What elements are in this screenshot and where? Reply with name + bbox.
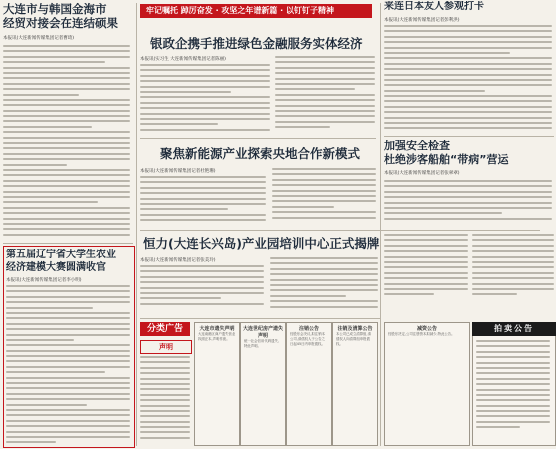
auction-title: 拍卖公告 <box>494 324 534 333</box>
auction-header <box>472 322 556 336</box>
article-lead: 本报讯(大连新闻传媒集团记者李小明) <box>6 278 82 283</box>
article-title-energy: 聚焦新能源产业探索央地合作新模式 <box>160 146 361 161</box>
ad-cell <box>286 322 332 446</box>
article-body-bank-right <box>275 56 375 136</box>
article-title-training: 恒力(大连长兴岛)产业园培训中心正式揭牌 <box>143 236 380 251</box>
article-title-bank: 银政企携手推进绿色金融服务实体经济 <box>150 36 363 51</box>
ad-text: 经股东会决议,拟注销本公司,请债权人于公告之日起45日内申报债权。 <box>290 332 325 346</box>
article-subtitle: 杜绝涉客船舶“带病”营运 <box>384 152 509 166</box>
article-body <box>384 180 552 228</box>
article-lead-energy: 本报讯(大连新闻传媒集团记者杜艳珊) <box>140 169 216 174</box>
divider <box>140 318 380 319</box>
article-subtitle: 经贸对接会在连结硕果 <box>3 16 118 31</box>
article-body-training-left <box>140 265 264 317</box>
divider <box>140 138 376 139</box>
ad-title: 注销公告 <box>298 326 319 332</box>
article-title: 加强安全检查 <box>384 140 450 152</box>
banner-text: 牢记嘱托 踔厉奋发 · 攻坚之年谱新篇 · 以钉钉子精神 <box>146 6 335 15</box>
column-divider <box>380 3 381 446</box>
ad-text: 经股东决定,公司注册资本拟减少,特此公告。 <box>388 332 455 336</box>
ad-title: 减资公告 <box>416 326 437 332</box>
article-body <box>3 45 130 241</box>
article-right-top <box>384 1 554 134</box>
article-body <box>6 285 130 443</box>
article-lead-training: 本报讯(大连新闻传媒集团记者张美玲) <box>140 258 216 263</box>
classified-title: 分类广告 <box>146 324 183 334</box>
ad-cell <box>240 322 286 446</box>
ad-title: 大连世纪房产遗失声明 <box>242 326 283 339</box>
classified-header <box>140 322 190 336</box>
ad-text: 统一社会信用代码遗失,特此声明。 <box>244 339 279 348</box>
article-body-bank-left <box>140 64 270 136</box>
divider <box>3 243 133 244</box>
article-lead: 本报讯(大连新闻传媒集团记者张翠翠) <box>384 171 460 177</box>
classified-body <box>140 356 190 444</box>
article-title: 大连市与韩国金海市 <box>3 2 107 16</box>
ad-cell <box>384 322 470 446</box>
ad-text: 大连南港区商户遗失营业执照正本,声明作废。 <box>198 332 236 341</box>
article-title: 来连日本友人参观打卡 <box>384 1 484 12</box>
article-lead: 本报讯(大连新闻传媒集团记者曹琦) <box>3 36 75 42</box>
divider <box>384 136 554 137</box>
article-body-energy-left <box>140 176 266 228</box>
article-subtitle: 经济建模大赛圆满收官 <box>6 261 106 273</box>
article-body <box>384 25 552 134</box>
ad-cell <box>194 322 240 446</box>
article-lead-bank: 本报讯(实习生 大连新闻传媒集团记者陈丽) <box>140 57 226 62</box>
ad-title: 注销及清算公告 <box>337 326 373 332</box>
ad-title: 大连市遗失声明 <box>199 326 235 332</box>
auction-body <box>476 340 550 440</box>
declaration-text: 声明 <box>159 343 173 351</box>
article-body-energy-right <box>272 168 376 228</box>
divider <box>140 230 540 231</box>
ad-cell <box>332 322 378 446</box>
article-safety <box>384 140 554 228</box>
article-lead: 本报讯(大连新闻传媒集团记者彭利洪) <box>384 17 460 23</box>
article-body-training-right <box>384 234 468 314</box>
article-title: 第五届辽宁省大学生农业 <box>6 249 116 260</box>
article-body-safety-continued <box>472 234 554 314</box>
article-left-bottom <box>6 249 131 444</box>
article-left-top <box>3 3 130 243</box>
top-banner <box>140 4 372 18</box>
article-body-training-mid <box>270 257 378 317</box>
column-divider <box>136 3 137 446</box>
ad-text: 本公司已成立清算组,请债权人向清算组申报债权。 <box>336 332 371 346</box>
declaration-label <box>140 340 192 354</box>
